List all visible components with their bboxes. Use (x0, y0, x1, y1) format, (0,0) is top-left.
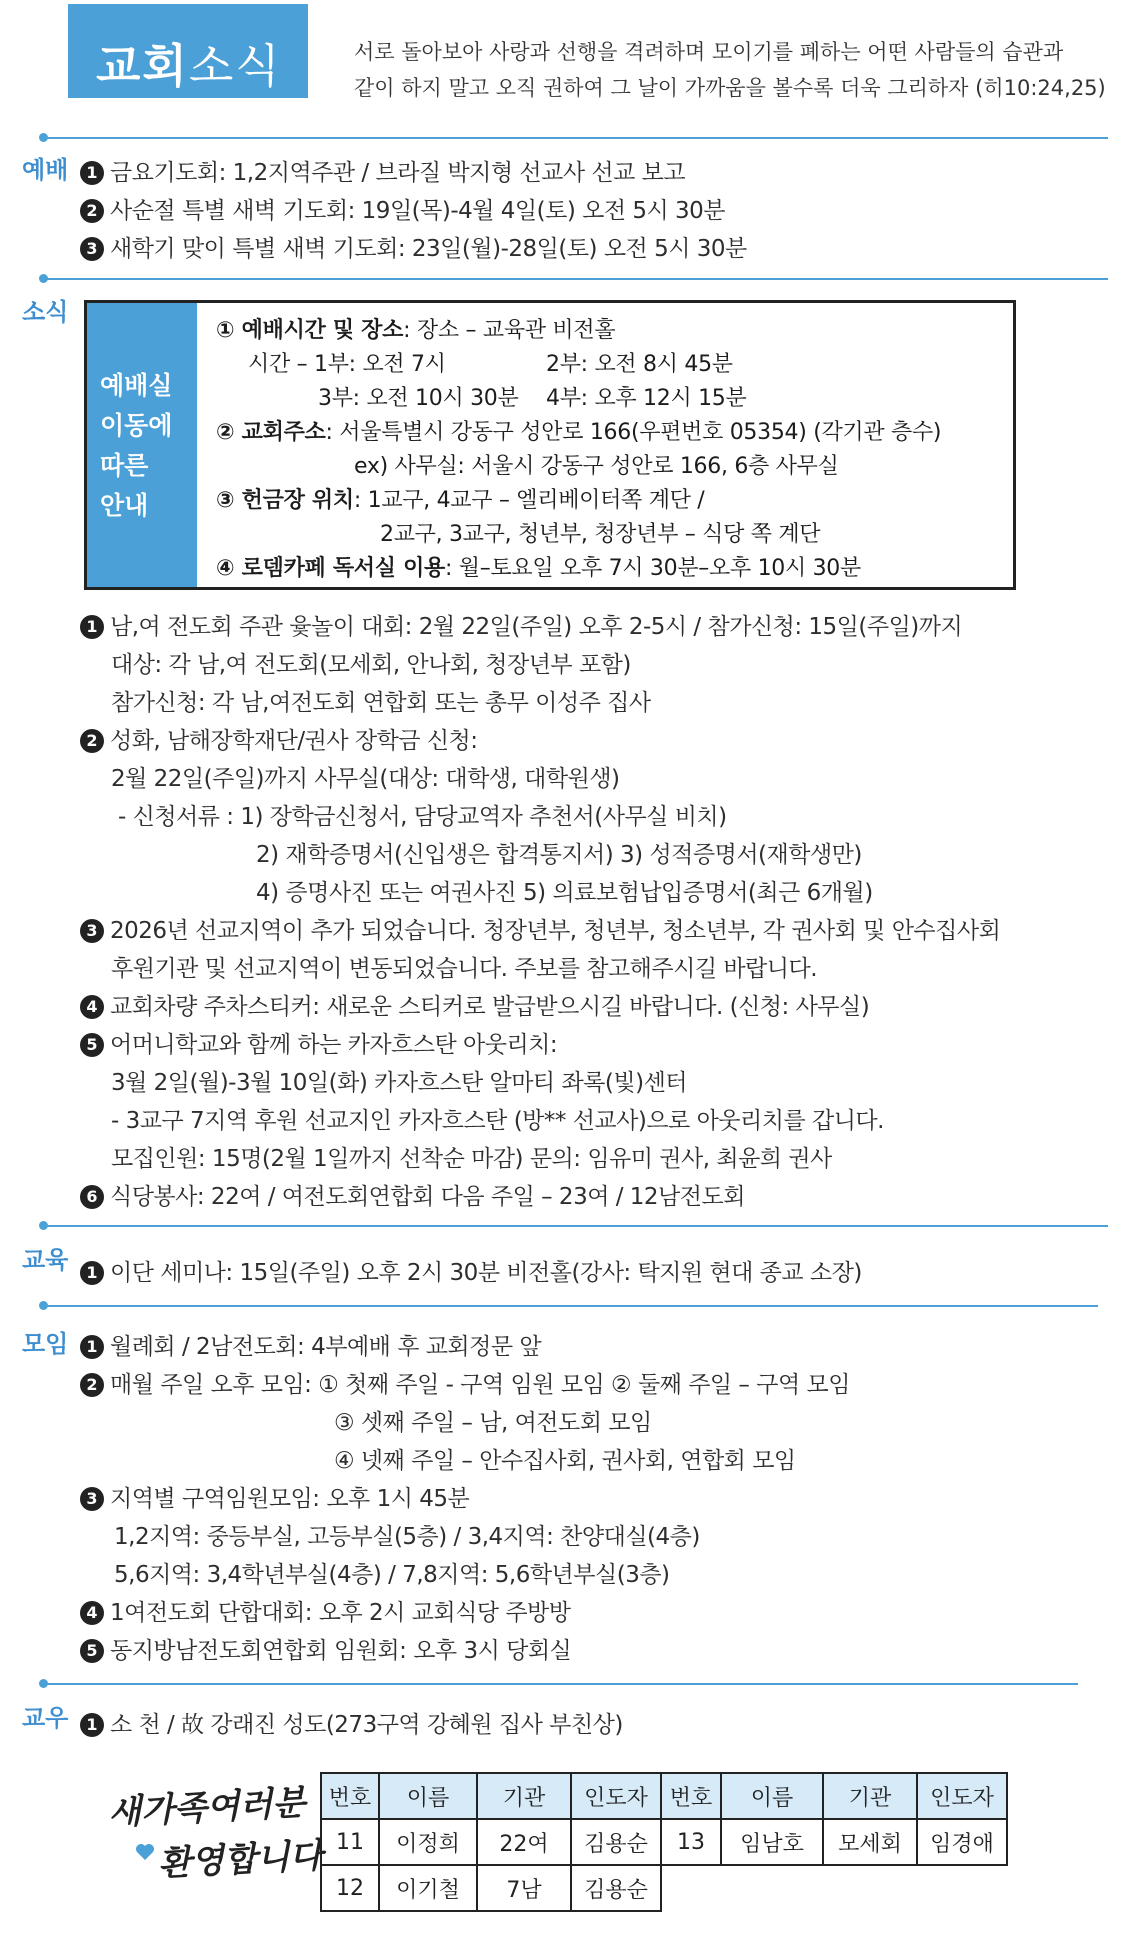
table-cell: 이기철 (379, 1865, 477, 1911)
news-line: 2월 22일(주일)까지 사무실(대상: 대학생, 대학원생) (111, 766, 620, 792)
news-item: 4 교회차량 주차스티커: 새로운 스티커로 발급받으시길 바랍니다. (신청: 사무실) (80, 988, 869, 1021)
notice-side-text: 이동에 (100, 411, 173, 440)
education-item: 1 이단 세미나: 15일(주일) 오후 2시 30분 비전홀(강사: 탁지원 현대 종교 소장) (80, 1254, 862, 1287)
news-item: 3 2026년 선교지역이 추가 되었습니다. 청장년부, 청년부, 청소년부, 각 권사회 및 안수집사회 (80, 912, 1000, 945)
news-item: 2 성화, 남해장학재단/권사 장학금 신청: (80, 722, 478, 755)
meeting-line: ③ 셋째 주일 – 남, 여전도회 모임 (334, 1410, 652, 1436)
number-badge: 1 (80, 615, 104, 639)
table-row (321, 1865, 1007, 1911)
column-header: 인도자 (917, 1773, 1007, 1819)
table-cell: 7남 (477, 1865, 571, 1911)
meeting-item: 4 1여전도회 단합대회: 오후 2시 교회식당 주방방 (80, 1594, 571, 1627)
section-label-worship: 예배 (22, 156, 69, 184)
notice-line: 2교구, 3교구, 청년부, 청장년부 – 식당 쪽 계단 (380, 522, 821, 547)
section-label-news: 소식 (22, 298, 69, 326)
notice-line: 시간 – 1부: 오전 7시 (248, 352, 446, 377)
column-header: 기관 (477, 1773, 571, 1819)
number-badge: 4 (80, 995, 104, 1019)
number-badge: 3 (80, 237, 104, 261)
divider-meeting (44, 1305, 1098, 1307)
number-badge: 2 (80, 729, 104, 753)
news-line: - 신청서류 : 1) 장학금신청서, 담당교역자 추천서(사무실 비치) (118, 804, 727, 830)
notice-side-panel (87, 303, 197, 587)
welcome-line-1: 새가족여러분 (107, 1782, 307, 1834)
meeting-line: 1,2지역: 중등부실, 고등부실(5층) / 3,4지역: 찬양대실(4층) (114, 1524, 700, 1550)
worship-item: 2 사순절 특별 새벽 기도회: 19일(목)-4월 4일(토) 오전 5시 30분 (80, 192, 725, 225)
notice-line: 4부: 오후 12시 15분 (546, 386, 747, 411)
number-badge: 1 (80, 1335, 104, 1359)
fellowship-item: 1 소 천 / 故 강래진 성도(273구역 강혜원 집사 부친상) (80, 1706, 623, 1739)
table-header-row (321, 1773, 1007, 1819)
table-cell: 13 (661, 1819, 721, 1865)
worship-item: 3 새학기 맞이 특별 새벽 기도회: 23일(월)-28일(토) 오전 5시 30분 (80, 230, 747, 263)
number-badge: 2 (80, 1373, 104, 1397)
divider-news (44, 278, 1108, 280)
column-header: 인도자 (571, 1773, 661, 1819)
meeting-item: 5 동지방남전도회연합회 임원회: 오후 3시 당회실 (80, 1632, 571, 1665)
table-cell: 김용순 (571, 1865, 661, 1911)
section-label-education: 교육 (22, 1246, 69, 1274)
table-cell: 임남호 (721, 1819, 823, 1865)
table-cell: 이정희 (379, 1819, 477, 1865)
news-line: 대상: 각 남,여 전도회(모세회, 안나회, 청장년부 포함) (111, 652, 631, 678)
number-badge: 1 (80, 1261, 104, 1285)
news-item: 1 남,여 전도회 주관 윷놀이 대회: 2월 22일(주일) 오후 2-5시 / 참가신청: 15일(주일)까지 (80, 608, 962, 641)
new-members-table (320, 1772, 1008, 1912)
table-cell: 11 (321, 1819, 379, 1865)
meeting-item: 2 매월 주일 오후 모임: ① 첫째 주일 - 구역 임원 모임 ② 둘째 주일 – 구역 모임 (80, 1366, 850, 1399)
table-cell: 임경애 (917, 1819, 1007, 1865)
news-line: 2) 재학증명서(신입생은 합격통지서) 3) 성적증명서(재학생만) (256, 842, 862, 868)
news-line: - 3교구 7지역 후원 선교지인 카자흐스탄 (방** 선교사)으로 아웃리치를 갑니다. (111, 1108, 884, 1134)
divider-worship (44, 137, 1108, 139)
column-header: 기관 (823, 1773, 917, 1819)
section-label-fellowship: 교우 (22, 1704, 69, 1732)
table-cell: 22여 (477, 1819, 571, 1865)
number-badge: 2 (80, 199, 104, 223)
welcome-line-2: 환영합니다 (157, 1835, 324, 1885)
number-badge: 5 (80, 1033, 104, 1057)
number-badge: 3 (80, 919, 104, 943)
news-line: 3월 2일(월)-3월 10일(화) 카자흐스탄 알마티 좌록(빛)센터 (111, 1070, 688, 1096)
divider-education (44, 1225, 1108, 1227)
number-badge: 5 (80, 1639, 104, 1663)
notice-line: ex) 사무실: 서울시 강동구 성안로 166, 6층 사무실 (354, 454, 839, 479)
table-cell: 모세회 (823, 1819, 917, 1865)
column-header: 번호 (661, 1773, 721, 1819)
number-badge: 1 (80, 1713, 104, 1737)
notice-line: ③ 헌금장 위치: 1교구, 4교구 – 엘리베이터쪽 계단 / (216, 488, 705, 513)
notice-line: 2부: 오전 8시 45분 (546, 352, 733, 377)
notice-side-text: 따른 (100, 451, 149, 480)
column-header: 이름 (721, 1773, 823, 1819)
worship-item: 1 금요기도회: 1,2지역주관 / 브라질 박지형 선교사 선교 보고 (80, 154, 685, 187)
news-line: 참가신청: 각 남,여전도회 연합회 또는 총무 이성주 집사 (111, 690, 651, 716)
number-badge: 3 (80, 1487, 104, 1511)
verse-line-1: 서로 돌아보아 사랑과 선행을 격려하며 모이기를 폐하는 어떤 사람들의 습관과 (354, 40, 1064, 64)
news-line: 모집인원: 15명(2월 1일까지 선착순 마감) 문의: 임유미 권사, 최윤희 권사 (111, 1146, 832, 1172)
section-label-meeting: 모임 (22, 1330, 69, 1358)
notice-line: ④ 로뎀카페 독서실 이용: 월–토요일 오후 7시 30분–오후 10시 30분 (216, 556, 861, 581)
notice-line: ② 교회주소: 서울특별시 강동구 성안로 166(우편번호 05354) (각기관 층수) (216, 420, 942, 445)
meeting-item: 1 월례회 / 2남전도회: 4부예배 후 교회정문 앞 (80, 1328, 541, 1361)
notice-side-text: 안내 (100, 491, 149, 520)
number-badge: 4 (80, 1601, 104, 1625)
notice-line: ① 예배시간 및 장소: 장소 – 교육관 비전홀 (216, 318, 616, 343)
empty-cell (661, 1865, 1007, 1911)
meeting-line: ④ 넷째 주일 – 안수집사회, 권사회, 연합회 모임 (334, 1448, 796, 1474)
table-row (321, 1819, 1007, 1865)
column-header: 이름 (379, 1773, 477, 1819)
number-badge: 1 (80, 161, 104, 185)
news-item: 5 어머니학교와 함께 하는 카자흐스탄 아웃리치: (80, 1026, 557, 1059)
divider-fellowship (44, 1683, 1078, 1685)
meeting-item: 3 지역별 구역임원모임: 오후 1시 45분 (80, 1480, 469, 1513)
news-line: 후원기관 및 선교지역이 변동되었습니다. 주보를 참고해주시길 바랍니다. (111, 956, 818, 982)
news-item: 6 식당봉사: 22여 / 여전도회연합회 다음 주일 – 23여 / 12남전도회 (80, 1178, 745, 1211)
table-cell: 12 (321, 1865, 379, 1911)
table-cell: 김용순 (571, 1819, 661, 1865)
heart-icon (135, 1843, 155, 1861)
notice-line: 3부: 오전 10시 30분 (318, 386, 519, 411)
notice-side-text: 예배실 (100, 371, 173, 400)
meeting-line: 5,6지역: 3,4학년부실(4층) / 7,8지역: 5,6학년부실(3층) (114, 1562, 670, 1588)
page-title: 교회소식 (96, 39, 282, 93)
number-badge: 6 (80, 1185, 104, 1209)
verse-line-2: 같이 하지 말고 오직 권하여 그 날이 가까움을 볼수록 더욱 그리하자 (히10:24,25) (354, 76, 1106, 100)
news-line: 4) 증명사진 또는 여권사진 5) 의료보험납입증명서(최근 6개월) (256, 880, 873, 906)
column-header: 번호 (321, 1773, 379, 1819)
